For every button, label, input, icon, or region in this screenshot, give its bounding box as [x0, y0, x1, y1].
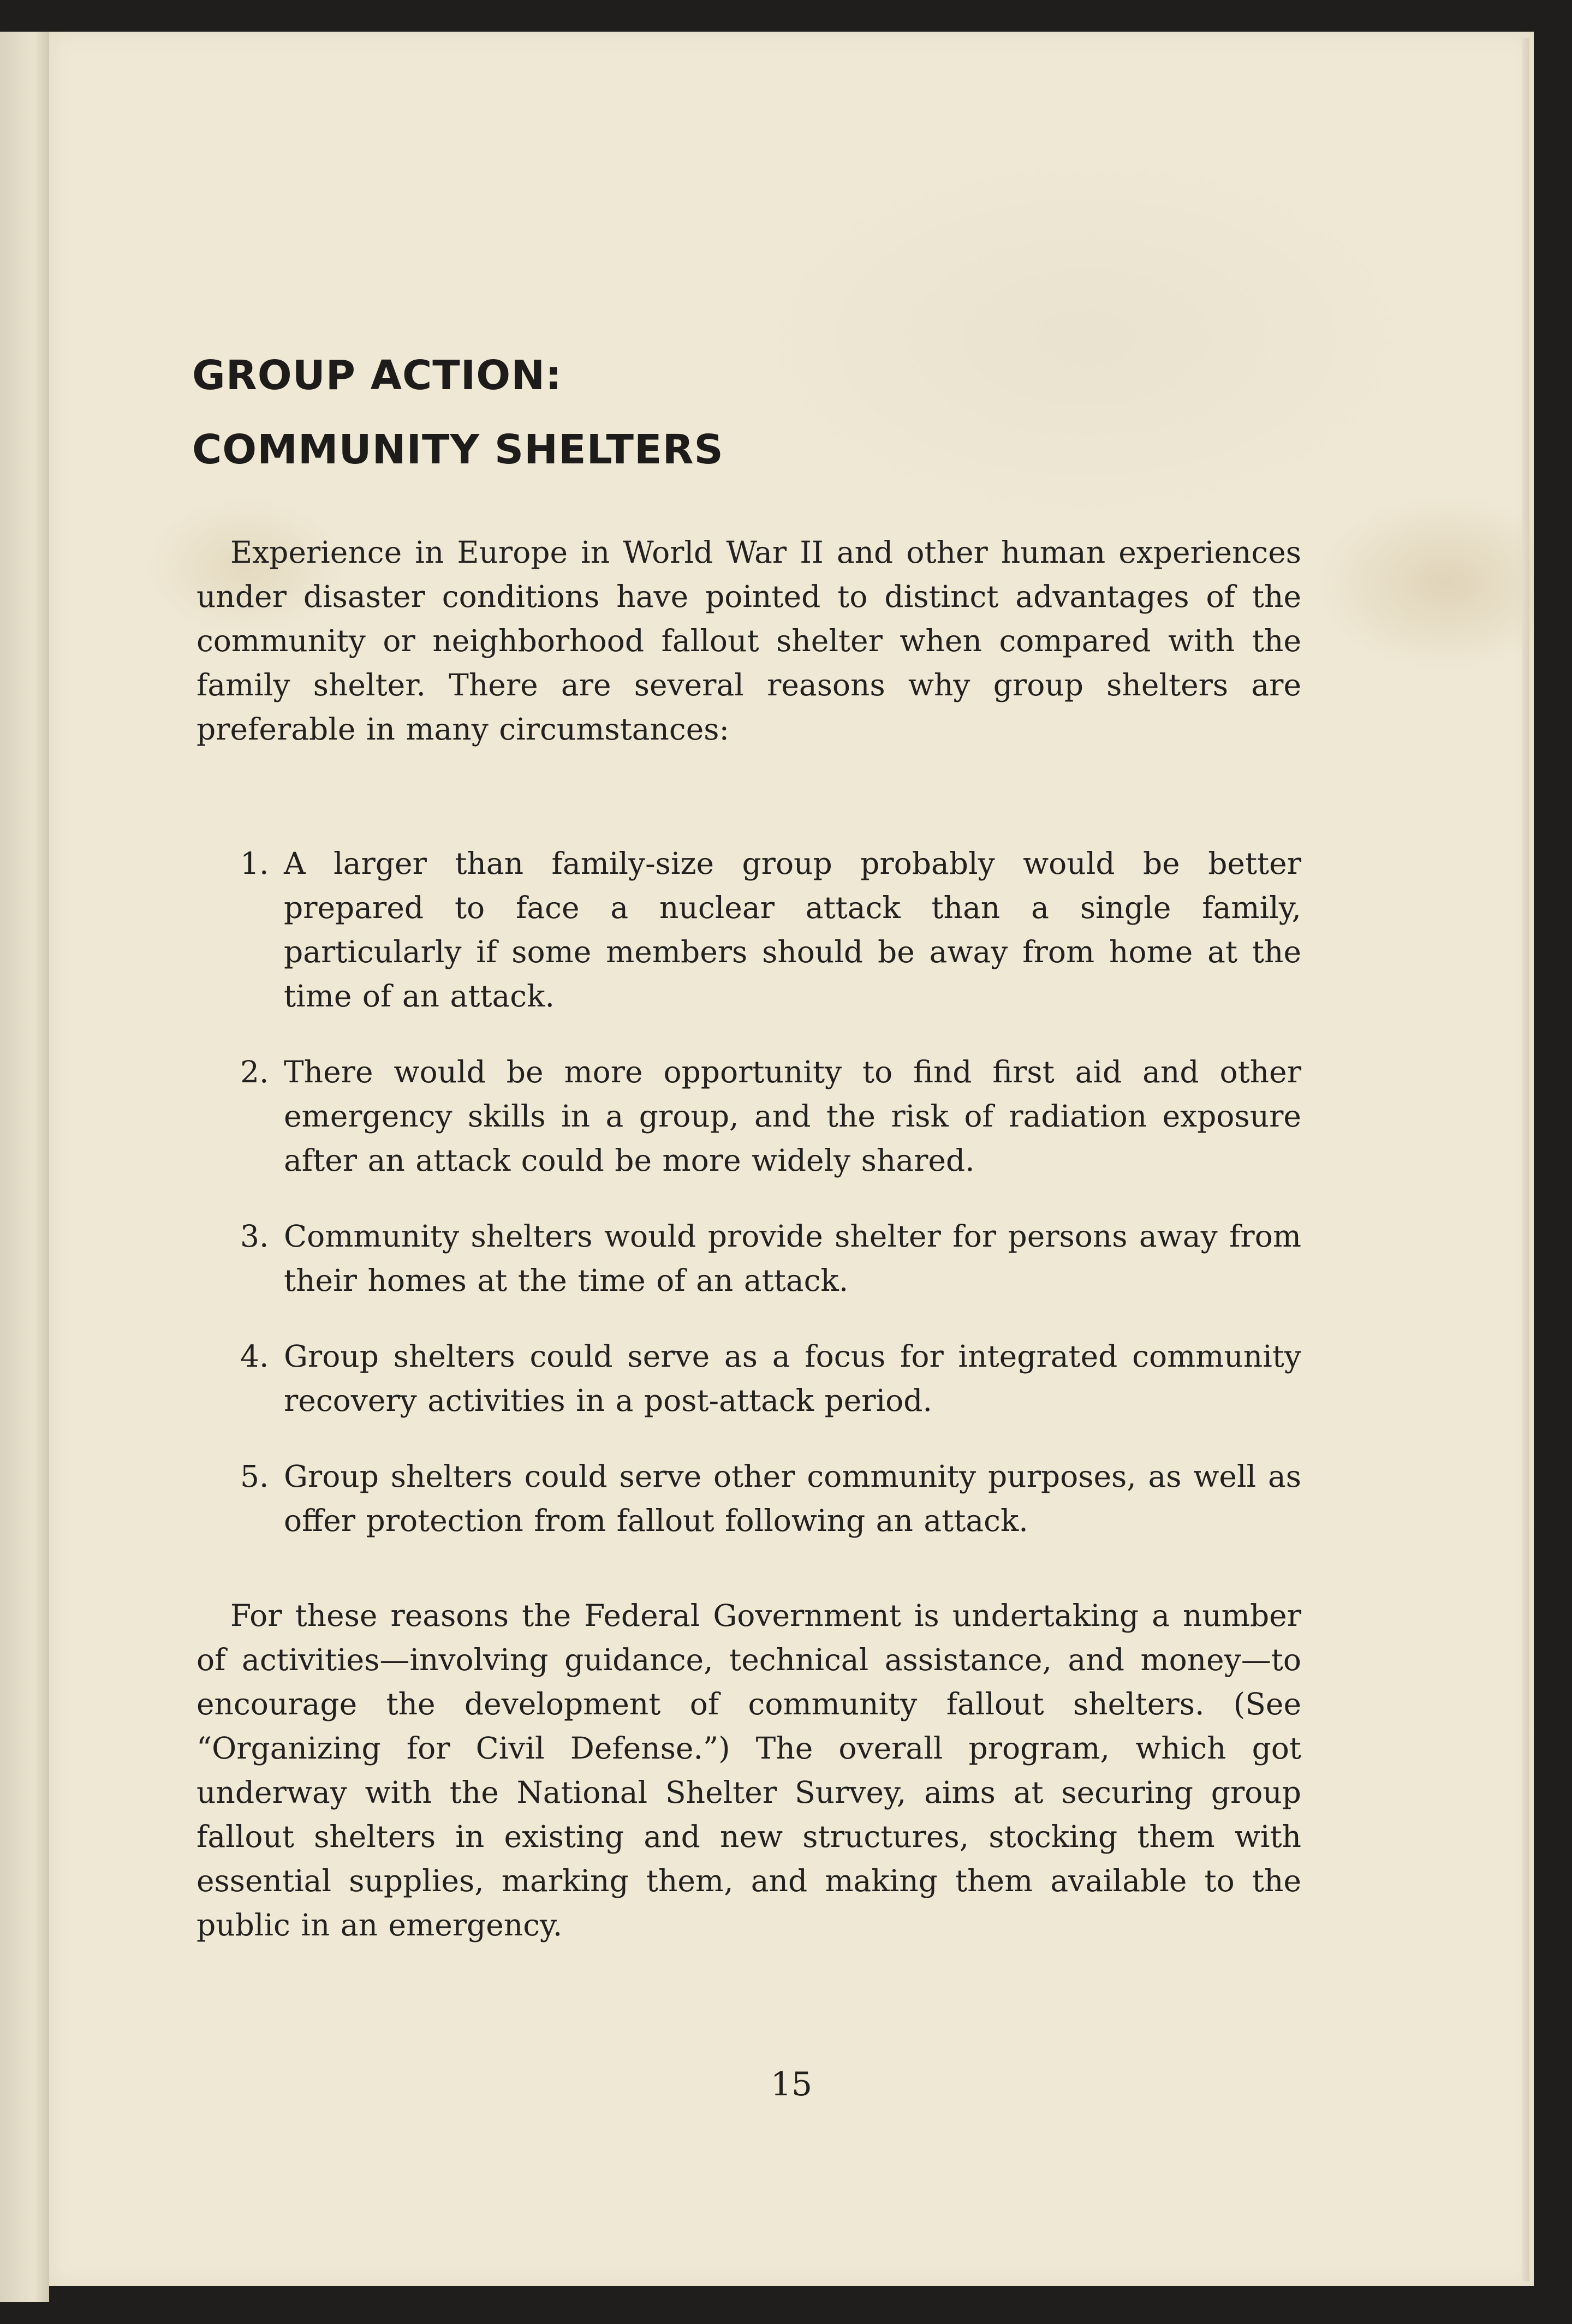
list-item-number: 2.	[240, 1054, 269, 1089]
list-item-text: Community shelters would provide shelter for persons away from their homes at the time of an attack.	[284, 1219, 1301, 1298]
list-item-number: 5.	[240, 1459, 269, 1494]
intro-paragraph: Experience in Europe in World War II and other human experiences under disaster conditions have pointed to distinct advantages of the community or neighborhood fallout shelter when compared with the family shelter. There are several reasons why group shelters are preferable in many circumstances:	[196, 535, 1301, 747]
list-item-number: 3.	[240, 1219, 269, 1254]
list-item-number: 4.	[240, 1339, 269, 1374]
list-item-text: Group shelters could serve as a focus for integrated community recovery activities in a post-attack period.	[284, 1339, 1301, 1418]
heading-line-2: COMMUNITY SHELTERS	[192, 426, 724, 473]
list-item-number: 1.	[240, 846, 269, 881]
list-item	[218, 842, 1301, 1018]
list-item-text: There would be more opportunity to find first aid and other emergency skills in a group, and the risk of radiation exposure after an attack could be more widely shared.	[284, 1054, 1301, 1178]
scan-margin-right	[1534, 0, 1572, 2324]
list-item	[218, 1334, 1301, 1423]
list-item	[218, 1455, 1301, 1543]
heading-line-1: GROUP ACTION:	[192, 352, 562, 399]
page-number: 15	[770, 2065, 813, 2103]
page-edge	[1522, 38, 1529, 2281]
reasons-list	[218, 842, 1301, 1575]
list-item-text: Group shelters could serve other community purposes, as well as offer protection from fallout following an attack.	[284, 1459, 1301, 1538]
list-item-text: A larger than family-size group probably would be better prepared to face a nuclear attack than a single family, particularly if some members should be away from home at the time of an attack.	[284, 846, 1301, 1014]
left-page-edge	[0, 32, 49, 2302]
list-item	[218, 1050, 1301, 1183]
section-heading	[192, 338, 724, 487]
closing-paragraph: For these reasons the Federal Government is undertaking a number of activities—involving guidance, technical assistance, and money—to encourage the development of community fallout shelters. (See “Organizing for Civil Defense.”) The overall program, which got underway with the National Shelter Survey, aims at securing group fallout shelters in existing and new structures, stocking them with essential supplies, marking them, and making them available to the public in an emergency.	[196, 1598, 1301, 1942]
list-item	[218, 1214, 1301, 1303]
